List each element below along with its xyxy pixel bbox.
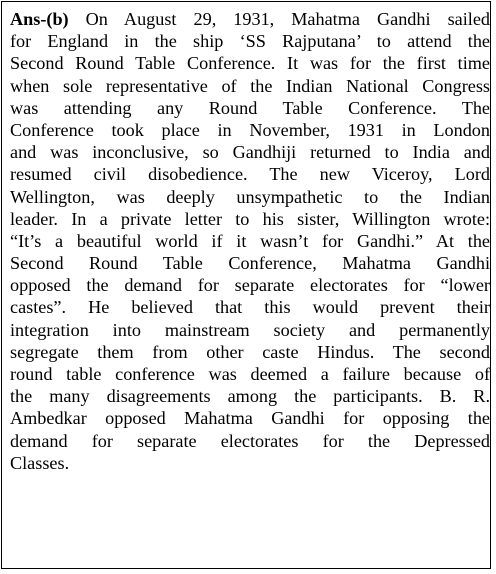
answer-line: Ambedkar opposed Mahatma Gandhi for opposing the: [10, 408, 490, 429]
answer-line: when sole representative of the Indian National Congress: [10, 75, 490, 96]
answer-line: castes”. He believed that this would prevent their: [10, 297, 490, 318]
answer-line: and was inconclusive, so Gandhiji returned to India and: [10, 142, 490, 163]
answer-line-text: On August 29, 1931, Mahatma Gandhi sailed: [68, 9, 490, 29]
answer-box: [1, 1, 491, 569]
answer-line: leader. In a private letter to his sister, Willington wrote:: [10, 208, 490, 229]
answer-line: Conference took place in November, 1931 in London: [10, 119, 490, 140]
answer-line: segregate them from other caste Hindus. The second: [10, 341, 490, 362]
answer-line: opposed the demand for separate electorates for “lower: [10, 275, 490, 296]
answer-line: “It’s a beautiful world if it wasn’t for Gandhi.” At the: [10, 230, 490, 251]
answer-line: was attending any Round Table Conference. The: [10, 97, 490, 118]
answer-line: Second Round Table Conference, Mahatma Gandhi: [10, 253, 490, 274]
answer-line: resumed civil disobedience. The new Viceroy, Lord: [10, 164, 490, 185]
answer-paragraph: [10, 8, 490, 474]
answer-line: Classes.: [10, 452, 70, 473]
answer-line: for England in the ship ‘SS Rajputana’ to attend the: [10, 31, 490, 52]
answer-line: demand for separate electorates for the Depressed: [10, 430, 490, 451]
answer-line: [10, 8, 490, 30]
answer-line: round table conference was deemed a failure because of: [10, 364, 490, 384]
answer-line: Wellington, was deeply unsympathetic to the Indian: [10, 186, 490, 207]
answer-line: the many disagreements among the participants. B. R.: [10, 386, 490, 407]
answer-label: Ans-(b): [10, 9, 69, 29]
answer-line: Second Round Table Conference. It was for the first time: [10, 53, 490, 74]
answer-line: integration into mainstream society and permanently: [10, 319, 490, 340]
